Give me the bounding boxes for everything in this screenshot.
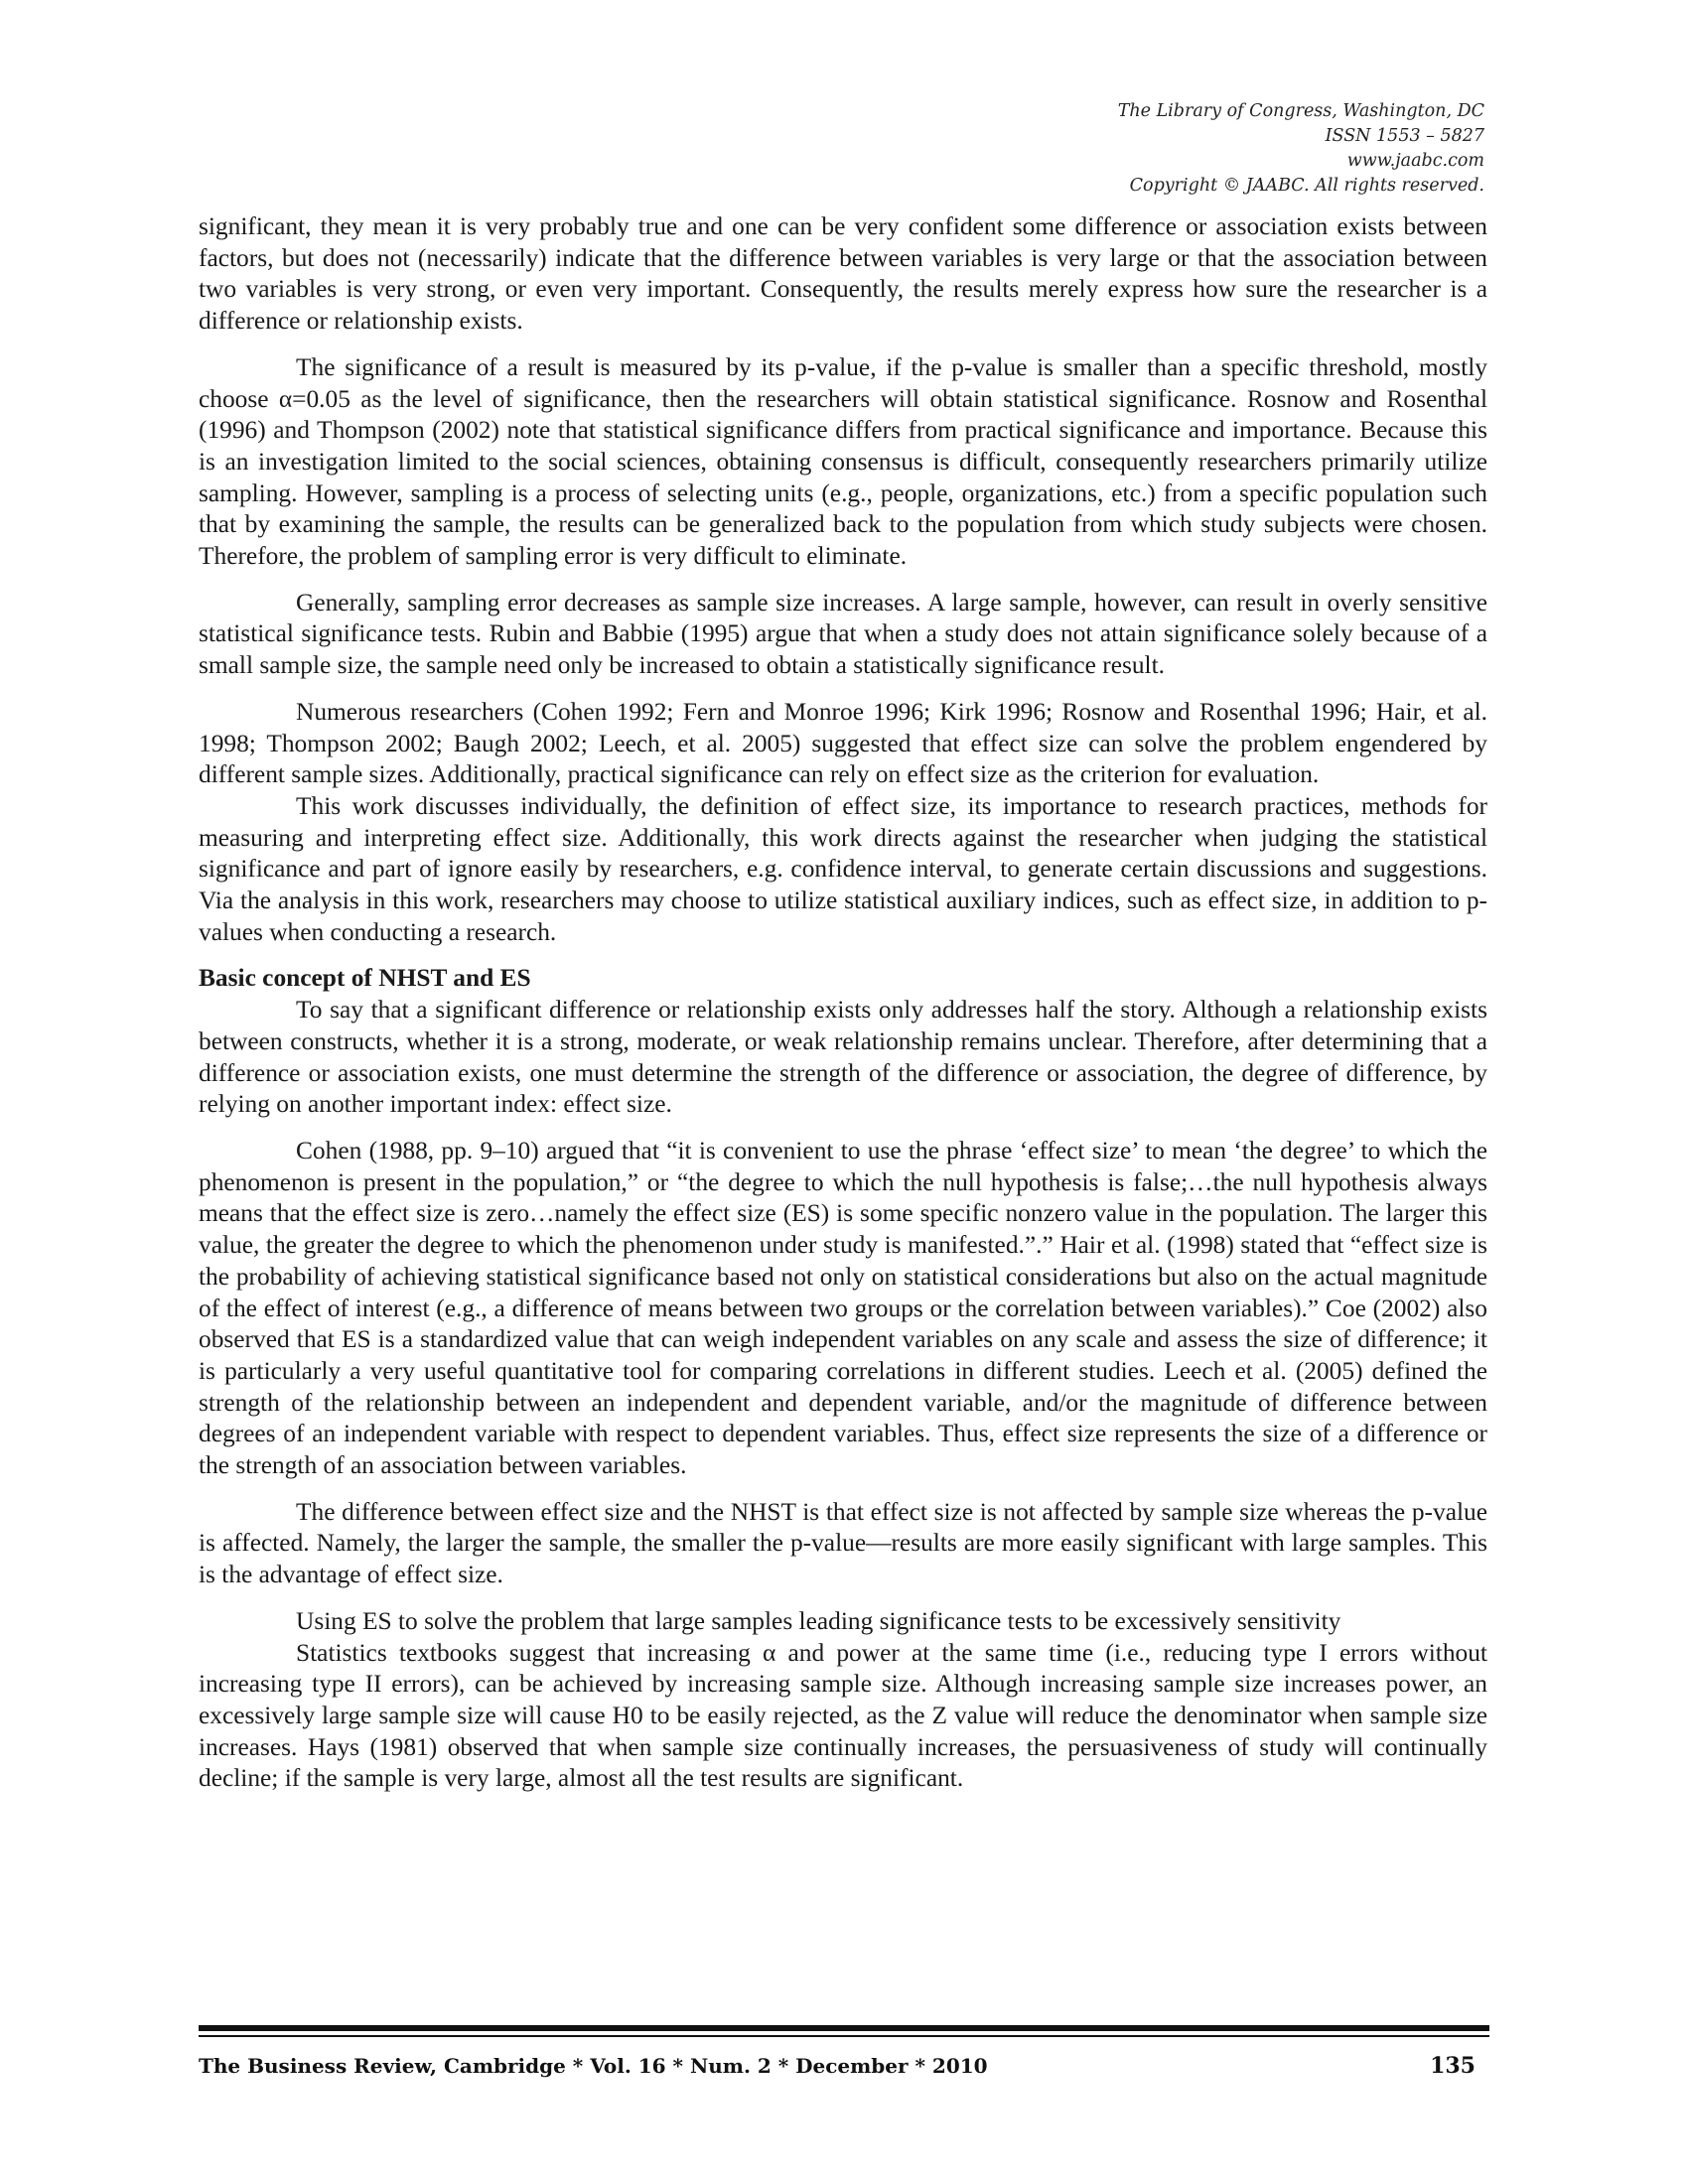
header-library-line: The Library of Congress, Washington, DC	[1117, 101, 1484, 121]
paragraph: To say that a significant difference or relationship exists only addresses half the story. Although a relationship exists between constructs, whether it is a strong, moderate, or weak relationship remains unclear. Therefore, after determining that a difference or association exists, one must determine the strength of the difference or association, the degree of difference, by relying on another important index: effect size.	[199, 996, 1487, 1119]
article-body	[199, 211, 1487, 1795]
footer-rule-thin	[199, 2035, 1489, 2037]
section-heading: Basic concept of NHST and ES	[199, 964, 531, 993]
running-header	[889, 99, 1484, 199]
header-website-line: www.jaabc.com	[1346, 151, 1484, 171]
subsection-title: Using ES to solve the problem that large samples leading significance tests to be excessively sensitivity	[296, 1606, 1341, 1635]
header-copyright-line: Copyright © JAABC. All rights reserved.	[1129, 176, 1484, 196]
paragraph: The significance of a result is measured by its p-value, if the p-value is smaller than a specific threshold, mostly choose α=0.05 as the level of significance, then the researchers will obtain statistical significance. Rosnow and Rosenthal (1996) and Thompson (2002) note that statistical significance differs from practical significance and importance. Because this is an investigation limited to the social sciences, obtaining consensus is difficult, consequently researchers primarily utilize sampling. However, sampling is a process of selecting units (e.g., people, organizations, etc.) from a specific population such that by examining the sample, the results can be generalized back to the population from which study subjects were chosen. Therefore, the problem of sampling error is very difficult to eliminate.	[199, 352, 1487, 571]
paragraph: Numerous researchers (Cohen 1992; Fern and Monroe 1996; Kirk 1996; Rosnow and Rosenthal 1996; Hair, et al. 1998; Thompson 2002; Baugh 2002; Leech, et al. 2005) suggested that effect size can solve the problem engendered by different sample sizes. Additionally, practical significance can rely on effect size as the criterion for evaluation.	[199, 697, 1487, 789]
paragraph: This work discusses individually, the definition of effect size, its importance to research practices, methods for measuring and interpreting effect size. Additionally, this work directs against the researcher when judging the statistical significance and part of ignore easily by researchers, e.g. confidence interval, to generate certain discussions and suggestions. Via the analysis in this work, researchers may choose to utilize statistical auxiliary indices, such as effect size, in addition to p-values when conducting a research.	[199, 791, 1487, 946]
paragraph: Statistics textbooks suggest that increasing α and power at the same time (i.e., reducing type I errors without increasing type II errors), can be achieved by increasing sample size. Although increasing sample size increases power, an excessively large sample size will cause H0 to be easily rejected, as the Z value will reduce the denominator when sample size increases. Hays (1981) observed that when sample size continually increases, the persuasiveness of study will continually decline; if the sample is very large, almost all the test results are significant.	[199, 1638, 1487, 1793]
footer-journal-citation: The Business Review, Cambridge * Vol. 16 * Num. 2 * December * 2010	[199, 2054, 988, 2078]
page-number: 135	[1430, 2053, 1476, 2079]
paragraph: Generally, sampling error decreases as sample size increases. A large sample, however, can result in overly sensitive statistical significance tests. Rubin and Babbie (1995) argue that when a study does not attain significance solely because of a small sample size, the sample need only be increased to obtain a statistically significance result.	[199, 588, 1487, 680]
header-issn-line: ISSN 1553 – 5827	[1325, 126, 1484, 146]
paragraph: significant, they mean it is very probably true and one can be very confident some difference or association exists between factors, but does not (necessarily) indicate that the difference between variables is very large or that the association between two variables is very strong, or even very important. Consequently, the results merely express how sure the researcher is a difference or relationship exists.	[199, 212, 1487, 336]
paragraph: Cohen (1988, pp. 9–10) argued that “it is convenient to use the phrase ‘effect size’ to mean ‘the degree’ to which the phenomenon is present in the population,” or “the degree to which the null hypothesis is false;…the null hypothesis always means that the effect size is zero…namely the effect size (ES) is some specific nonzero value in the population. The larger this value, the greater the degree to which the phenomenon under study is manifested.”.” Hair et al. (1998) stated that “effect size is the probability of achieving statistical significance based not only on statistical considerations but also on the actual magnitude of the effect of interest (e.g., a difference of means between two groups or the correlation between variables).” Coe (2002) also observed that ES is a standardized value that can weigh independent variables on any scale and assess the size of difference; it is particularly a very useful quantitative tool for comparing correlations in different studies. Leech et al. (2005) defined the strength of the relationship between an independent and dependent variable, and/or the magnitude of difference between degrees of an independent variable with respect to dependent variables. Thus, effect size represents the size of a difference or the strength of an association between variables.	[199, 1136, 1487, 1480]
paragraph: The difference between effect size and the NHST is that effect size is not affected by sample size whereas the p-value is affected. Namely, the larger the sample, the smaller the p-value—results are more easily significant with large samples. This is the advantage of effect size.	[199, 1497, 1487, 1589]
footer-rule-thick	[199, 2025, 1489, 2031]
